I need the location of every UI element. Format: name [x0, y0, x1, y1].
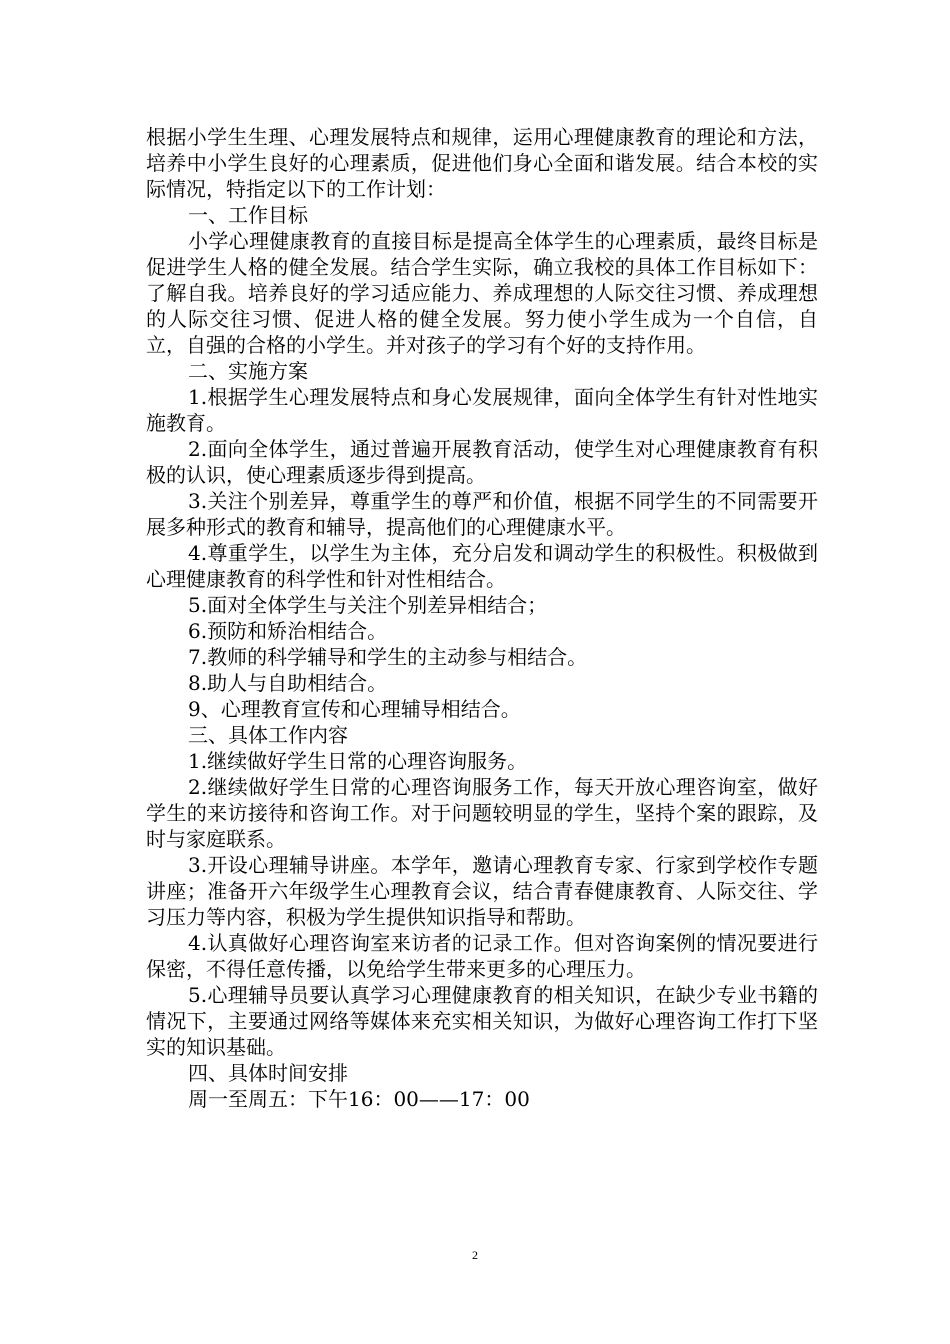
- plan-item-3: 3.关注个别差异，尊重学生的尊严和价值，根据不同学生的不同需要开展多种形式的教育和辅导，提高他们的心理健康水平。: [146, 489, 818, 539]
- intro-paragraph: 根据小学生生理、心理发展特点和规律，运用心理健康教育的理论和方法，培养中小学生良好的心理素质，促进他们身心全面和谐发展。结合本校的实际情况，特指定以下的工作计划：: [146, 125, 818, 201]
- plan-item-9: 9、心理教育宣传和心理辅导相结合。: [188, 697, 521, 721]
- work-item-4: 4.认真做好心理咨询室来访者的记录工作。但对咨询案例的情况要进行保密，不得任意传播，以免给学生带来更多的心理压力。: [146, 931, 818, 981]
- page-number: 2: [472, 1248, 478, 1262]
- work-item-5: 5.心理辅导员要认真学习心理健康教育的相关知识，在缺少专业书籍的情况下，主要通过网络等媒体来充实相关知识，为做好心理咨询工作打下坚实的知识基础。: [146, 983, 818, 1059]
- plan-item-5: 5.面对全体学生与关注个别差异相结合；: [188, 593, 548, 617]
- schedule-line: 周一至周五：下午16：00——17：00: [188, 1087, 530, 1111]
- plan-item-8: 8.助人与自助相结合。: [188, 671, 388, 695]
- plan-item-6: 6.预防和矫治相结合。: [188, 619, 388, 643]
- plan-item-2: 2.面向全体学生，通过普遍开展教育活动，使学生对心理健康教育有积极的认识，使心理素质逐步得到提高。: [146, 437, 818, 487]
- plan-item-1: 1.根据学生心理发展特点和身心发展规律，面向全体学生有针对性地实施教育。: [146, 385, 818, 435]
- work-item-3: 3.开设心理辅导讲座。本学年，邀请心理教育专家、行家到学校作专题讲座；准备开六年级学生心理教育会议，结合青春健康教育、人际交往、学习压力等内容，积极为学生提供知识指导和帮助。: [146, 853, 818, 929]
- document-body: [146, 124, 818, 1112]
- section-heading-plan: 二、实施方案: [188, 359, 308, 383]
- plan-item-4: 4.尊重学生，以学生为主体，充分启发和调动学生的积极性。积极做到心理健康教育的科学性和针对性相结合。: [146, 541, 818, 591]
- work-item-2: 2.继续做好学生日常的心理咨询服务工作，每天开放心理咨询室，做好学生的来访接待和咨询工作。对于问题较明显的学生，坚持个案的跟踪，及时与家庭联系。: [146, 775, 818, 851]
- plan-item-7: 7.教师的科学辅导和学生的主动参与相结合。: [188, 645, 588, 669]
- work-item-1: 1.继续做好学生日常的心理咨询服务。: [188, 749, 528, 773]
- section-heading-goals: 一、工作目标: [188, 203, 308, 227]
- section-heading-schedule: 四、具体时间安排: [188, 1061, 348, 1085]
- section-heading-work: 三、具体工作内容: [188, 723, 348, 747]
- goals-paragraph: 小学心理健康教育的直接目标是提高全体学生的心理素质，最终目标是促进学生人格的健全发展。结合学生实际，确立我校的具体工作目标如下：了解自我。培养良好的学习适应能力、养成理想的人际交往习惯、养成理想的人际交往习惯、促进人格的健全发展。努力使小学生成为一个自信，自立，自强的合格的小学生。并对孩子的学习有个好的支持作用。: [146, 229, 818, 357]
